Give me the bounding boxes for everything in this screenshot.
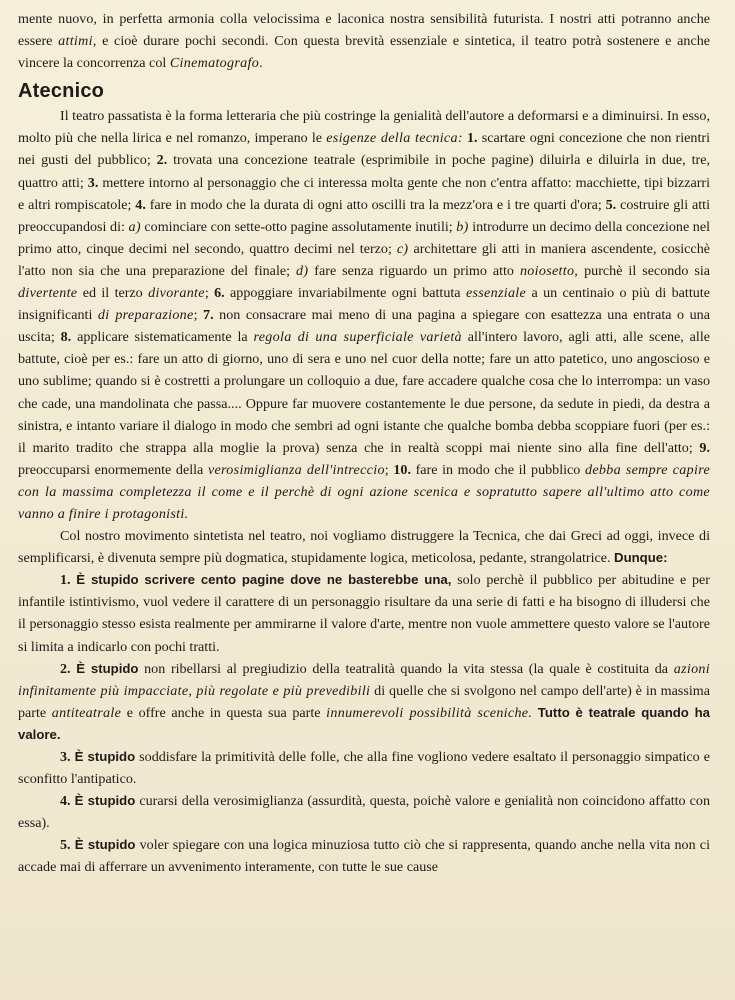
text-run: ed il terzo — [77, 285, 149, 302]
text-run: e offre anche in questa sua parte — [121, 704, 327, 721]
text-run: non ribellarsi al pregiudizio della teatralità quando la vita stessa (la quale è costituita da — [138, 660, 674, 677]
list-number: 3. — [87, 174, 99, 191]
italic-run: essenziale — [465, 285, 527, 302]
text-run: ; — [384, 461, 394, 478]
text-run: preoccuparsi enormemente della — [18, 461, 208, 478]
list-number: 4. — [135, 196, 146, 213]
text-run: costruire gli atti preoccupandosi di: — [18, 196, 711, 235]
list-number: 6. — [214, 285, 225, 302]
italic-run: d) — [296, 262, 309, 279]
text-run: ; — [204, 285, 215, 302]
list-item-4 — [18, 790, 710, 834]
text-run: scartare ogni concezione che non rientri nei gusti del pubblico; — [18, 130, 710, 169]
bold-run: Dunque: — [614, 550, 668, 566]
bold-run: È stupido — [74, 749, 136, 764]
text-run: soddisfare la primitività delle folle, che alla fine vogliono vedere esaltato il personaggio simpatico e sconfitto l'antipatico. — [18, 749, 710, 788]
list-number: 4. — [60, 793, 71, 810]
list-number: 8. — [60, 329, 72, 346]
list-item-1 — [18, 569, 710, 657]
bold-run: È stupido — [76, 660, 139, 676]
text-run: fare senza riguardo un primo atto — [308, 262, 520, 279]
list-number: 7. — [203, 307, 214, 324]
text-run: appoggiare invariabilmente ogni battuta — [224, 285, 466, 302]
atecnico-paragraph — [18, 105, 710, 525]
text-run: cominciare con sette-otto pagine assolutamente inutili; — [140, 218, 457, 235]
list-number: 1. — [60, 572, 71, 589]
text-run: a un centinaio o più di battute insignificanti — [18, 285, 710, 324]
italic-run: esigenze della tecnica: — [326, 130, 463, 147]
bold-run: È stupido — [74, 837, 136, 853]
text-run: non consacrare mai meno di una pagina a spiegare con esattezza una entrata o una uscita; — [18, 307, 710, 346]
text-run: solo perchè il pubblico per abitudine e per infantile istintivismo, vuol vedere il carattere di un personaggio risultare da una serie di fatti e ha bisogno di illudersi che il personaggio stesso esista realmente per ammirarne il valore d'arte, mentre non vuole ammettere questo valore se l'autore si limita a indicarlo con pochi tratti. — [18, 572, 710, 655]
italic-run: divorante — [148, 285, 205, 302]
italic-run: azioni infinitamente più impacciate, più regolate e più prevedibili — [18, 660, 710, 699]
bold-run: Tutto è teatrale quando ha valore. — [18, 704, 710, 742]
text-run: . — [259, 55, 263, 72]
italic-run: regola di una superficiale varietà — [253, 329, 462, 346]
text-run: Il teatro passatista è la forma letteraria che più costringe la genialità dell'autore a deformarsi e a diminuirsi. In esso, molto più che nella lirica e nel romanzo, imperano le — [18, 108, 710, 147]
italic-run: attimi — [58, 33, 93, 50]
italic-run: debba sempre capire con la massima completezza il come e il perchè di ogni azione scenica e sopratutto sapere all'ultimo atto come vanno a finire i protagonisti. — [18, 461, 711, 522]
text-run: Col nostro movimento sintetista nel teatro, noi vogliamo distruggere la Tecnica, che dai Greci ad oggi, invece di semplificarsi, è divenuta sempre più dogmatica, stupidamente logica, meticolosa, pedante, strangolatrice. — [18, 528, 710, 567]
text-run: , e cioè durare pochi secondi. Con questa brevità essenziale e sintetica, il teatro potrà sostenere e anche vincere la concorrenza col — [18, 33, 711, 72]
list-number: 3. — [60, 749, 71, 765]
text-run: trovata una concezione teatrale (esprimibile in poche pagine) diluirla e diluirla in due, tre, quattro atti; — [18, 152, 710, 191]
text-run: di quelle che si svolgono nel campo dell'arte) è in massima parte — [18, 682, 711, 721]
text-run: purchè il secondo sia — [578, 262, 711, 279]
italic-run: Cinematografo — [169, 55, 260, 72]
italic-run: di preparazione — [97, 307, 194, 324]
intro-paragraph — [18, 8, 710, 74]
list-number: 2. — [60, 660, 71, 677]
text-run: applicare sistematicamente la — [71, 329, 254, 346]
text-run: curarsi della verosimiglianza (assurdità, questa, poichè valore e genialità non coincidono affatto con essa). — [18, 793, 710, 832]
text-run: introdurre un decimo della concezione nel primo atto, cinque decimi nel secondo, quattro decimi nel terzo; — [18, 218, 711, 257]
text-run: ; — [193, 307, 204, 324]
text-run: mente nuovo, in perfetta armonia colla velocissima e laconica nostra sensibilità futurista. I nostri atti potranno anche essere — [18, 11, 710, 50]
text-run: fare in modo che il pubblico — [410, 461, 585, 478]
list-number: 5. — [60, 837, 71, 854]
list-number: 5. — [605, 196, 617, 213]
bold-run: È stupido scrivere cento pagine dove ne basterebbe una, — [76, 572, 452, 588]
bold-run: È stupido — [74, 793, 136, 809]
list-number: 10. — [393, 461, 411, 478]
italic-run: a) — [128, 218, 141, 235]
italic-run: verosimiglianza dell'intreccio — [207, 461, 385, 478]
italic-run: noiosetto, — [519, 262, 579, 279]
list-number: 1. — [462, 130, 478, 147]
list-number: 9. — [699, 439, 710, 456]
text-run: fare in modo che la durata di ogni atto oscilli tra la mezz'ora e i tre quarti d'ora; — [145, 196, 606, 213]
list-number: 2. — [156, 152, 168, 169]
list-item-3 — [18, 746, 710, 790]
text-run: mettere intorno al personaggio che ci interessa molta gente che non c'entra affatto: macchiette, tipi bizzarri e altri rompiscatole; — [18, 174, 711, 213]
italic-run: antiteatrale — [51, 704, 122, 721]
list-item-2 — [18, 658, 710, 746]
italic-run: b) — [456, 218, 469, 235]
section-heading: Atecnico — [18, 80, 105, 103]
italic-run: innumerevoli possibilità sceniche. — [326, 704, 533, 721]
text-run: architettare gli atti in maniera ascendente, cosicchè l'atto non sia che una preparazione del finale; — [18, 240, 710, 279]
list-item-5 — [18, 834, 710, 878]
italic-run: c) — [396, 240, 409, 257]
text-run: voler spiegare con una logica minuziosa tutto ciò che si rappresenta, quando anche nella vita non ci accade mai di afferrare un avvenimento interamente, con tutte le sue cause — [18, 837, 710, 876]
sintetista-paragraph — [18, 525, 710, 569]
italic-run: divertente — [18, 285, 78, 302]
text-run: all'intero lavoro, agli atti, alle scene, alle battute, cioè per es.: fare un atto di giorno, uno di sera e uno nel cuor della notte; fare un atto patetico, uno angoscioso e uno sublime; quando si è costretti a prolungare un colloquio a due, fare accadere qualche cosa che lo interrompa: un vaso che cade, una mandolinata che passa.... Oppure far muovere costantemente le due persone, da sedute in piedi, da destra a sinistra, e intanto variare il dialogo in modo che sembri ad ogni istante che qualche bomba debba scoppiare fuori (per es.: il marito tradito che strappa alla moglie la prova) senza che in realtà scoppi mai niente sino alla fine dell'atto; — [18, 329, 710, 456]
